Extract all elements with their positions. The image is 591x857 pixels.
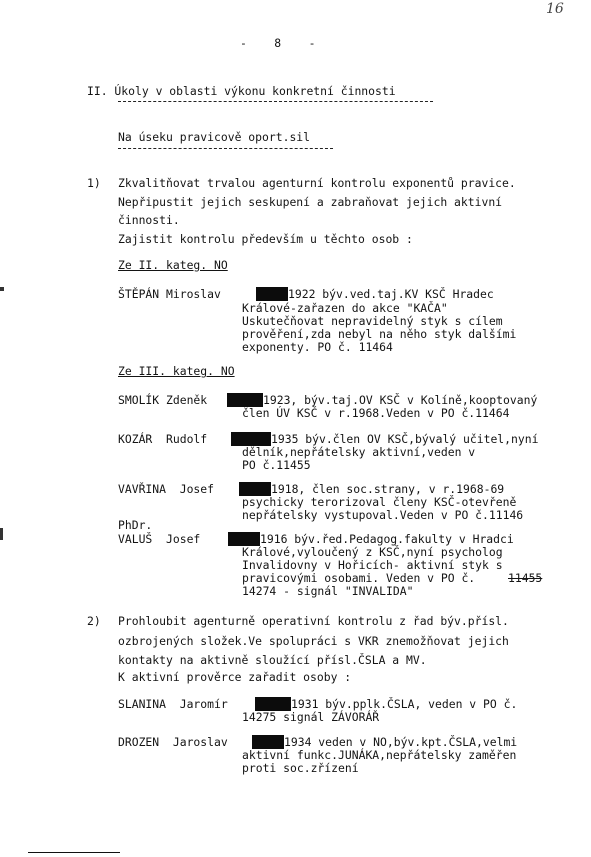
person-detail-line: Uskutečňovat nepravidelný styk s cílem <box>242 314 503 328</box>
page-header-number: - 8 - <box>240 36 316 50</box>
footer-line <box>28 852 120 853</box>
person-detail-line: dělník,nepřátelsky aktivní,veden v <box>242 445 476 459</box>
item2-number: 2) <box>87 614 101 628</box>
item2-line-4: K aktivní prověrce zařadit osoby : <box>118 670 352 684</box>
redaction-bar <box>227 393 263 407</box>
person-detail-line: pravicovými osobami. Veden v PO č. <box>242 571 476 585</box>
item2-line-3: kontakty na aktivně sloužící přísl.ČSLA a MV. <box>118 653 427 667</box>
item2-line-1: Prohloubit agenturně operativní kontrolu z řad býv.přísl. <box>118 614 509 628</box>
redaction-bar <box>252 735 284 749</box>
item1-line-4: Zajistit kontrolu především u těchto osob : <box>118 232 413 246</box>
person-name: SMOLÍK Zdeněk <box>118 393 208 407</box>
subsection-title: Na úseku pravicově oport.sil <box>118 130 311 144</box>
redaction-bar <box>256 287 288 301</box>
person-detail-line: aktivní funkc.JUNÁKA,nepřátelsky zaměřen <box>242 748 517 762</box>
item1-line-1: Zkvalitňovat trvalou agenturní kontrolu exponentů pravice. <box>118 176 516 190</box>
category-3-label: Ze III. kateg. NO <box>118 364 235 378</box>
person-detail-line: člen ÚV KSČ v r.1968.Veden v PO č.11464 <box>242 406 510 420</box>
scan-mark <box>0 528 3 540</box>
person-detail-line: Králové,vyloučený z KSČ,nyní psycholog <box>242 545 503 559</box>
person-detail-line: prověření,zda nebyl na něho styk dalšími <box>242 327 517 341</box>
subsection-title-underline <box>118 148 333 149</box>
person-title: PhDr. <box>118 518 153 532</box>
person-detail-line: psychicky terorizoval členy KSČ-otevřeně <box>242 495 517 509</box>
item1-line-3: činnosti. <box>118 213 180 227</box>
section-title: II. Úkoly v oblasti výkonu konkretní činnosti <box>87 84 396 98</box>
person-detail-line: 1935 býv.člen OV KSČ,bývalý učitel,nyní <box>271 432 539 446</box>
person-detail-line: 14275 signál ZÁVORÁŘ <box>242 710 380 724</box>
person-detail-line: PO č.11455 <box>242 458 311 472</box>
person-detail-line: 1934 veden v NO,býv.kpt.ČSLA,velmi <box>284 735 518 749</box>
struck-number: 11455 <box>508 571 543 585</box>
scan-mark <box>0 287 4 291</box>
person-detail-line: exponenty. PO č. 11464 <box>242 340 393 354</box>
person-name: VALUŠ Josef <box>118 532 201 546</box>
redaction-bar <box>231 432 271 446</box>
redaction-bar <box>255 697 291 711</box>
person-detail-line: 1916 býv.řed.Pedagog.fakulty v Hradci <box>260 532 514 546</box>
person-name: ŠTĚPÁN Miroslav <box>118 287 221 301</box>
person-name: DROZEN Jaroslav <box>118 735 228 749</box>
item2-line-2: ozbrojených složek.Ve spolupráci s VKR znemožňovat jejich <box>118 634 509 648</box>
redaction-bar <box>239 482 271 496</box>
person-detail-line: 1922 býv.ved.taj.KV KSČ Hradec <box>288 287 494 301</box>
person-detail-line: 1918, člen soc.strany, v r.1968-69 <box>271 482 505 496</box>
person-detail-line: nepřátelsky vystupoval.Veden v PO č.11146 <box>242 508 524 522</box>
category-2-label: Ze II. kateg. NO <box>118 258 228 272</box>
item1-number: 1) <box>87 176 101 190</box>
person-name: SLANINA Jaromír <box>118 697 228 711</box>
handwritten-page-number: 16 <box>546 1 564 17</box>
redaction-bar <box>228 532 260 546</box>
person-name: KOZÁR Rudolf <box>118 432 208 446</box>
person-detail-line: Králové-zařazen do akce "KAČA" <box>242 301 448 315</box>
person-detail-line: proti soc.zřízení <box>242 761 359 775</box>
person-detail-line: 14274 - signál "INVALIDA" <box>242 584 414 598</box>
person-detail-line: 1923, býv.taj.OV KSČ v Kolíně,kooptovaný <box>263 393 538 407</box>
person-detail-line: 1931 býv.pplk.ČSLA, veden v PO č. <box>291 697 518 711</box>
person-name: VAVŘINA Josef <box>118 482 215 496</box>
person-detail-line: Invalidovny v Hořicích- aktivní styk s <box>242 558 503 572</box>
section-title-underline <box>118 101 433 102</box>
item1-line-2: Nepřipustit jejich seskupení a zabraňovat jejich aktivní <box>118 195 503 209</box>
